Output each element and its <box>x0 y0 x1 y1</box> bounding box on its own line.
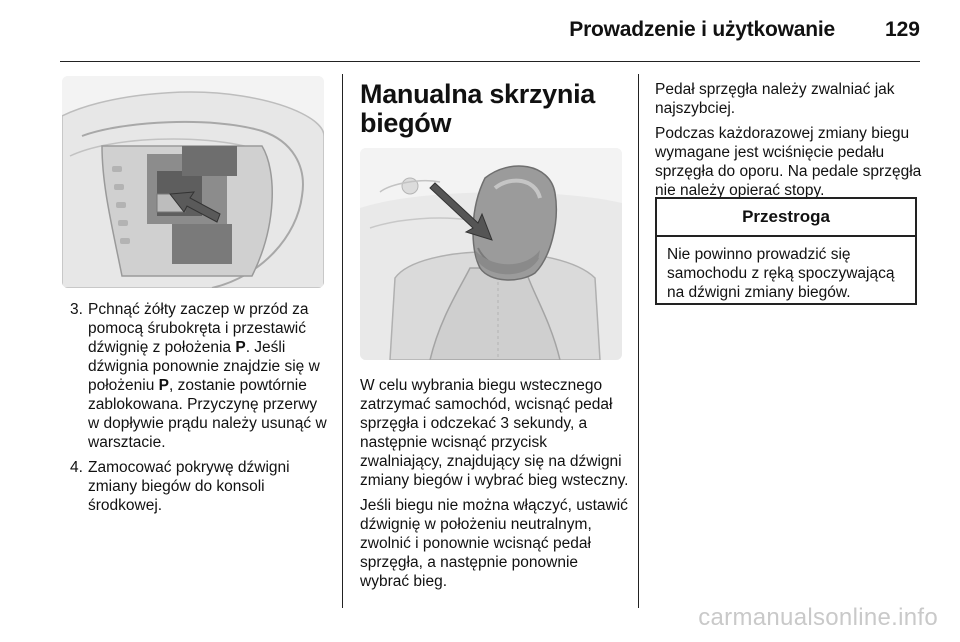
column-divider-left <box>342 74 343 608</box>
middle-column-text <box>360 376 630 597</box>
left-column <box>62 300 332 521</box>
column-divider-right <box>638 74 639 608</box>
step-number: 4. <box>70 459 83 476</box>
caution-text: Nie powinno prowadzić się samochodu z ręką spoczywającą na dźwigni zmiany biegów. <box>667 246 895 301</box>
step-text-end: , zostanie powtórnie zablokowana. Przyczynę przerwy w dopływie prądu należy usunąć w warsztacie. <box>88 377 327 451</box>
position-label-p: P <box>235 339 246 356</box>
gear-knob-illustration <box>360 148 622 360</box>
step-text: Pchnąć żółty zaczep w przód za pomocą śrubokręta i przestawić dźwignię z położenia <box>88 301 309 356</box>
step-number: 3. <box>70 301 83 318</box>
page-header-title: Prowadzenie i użytkowanie <box>569 18 835 41</box>
watermark: carmanualsonline.info <box>698 604 938 631</box>
selector-lever-drawing <box>62 76 324 288</box>
paragraph-gear-not-engaging: Jeśli biegu nie można włączyć, ustawić dźwignię w położeniu neutralnym, zwolnić i ponownie wcisnąć pedał sprzęgła, a następnie ponownie wybrać bieg. <box>360 497 628 590</box>
position-label-p: P <box>158 377 170 394</box>
header-divider <box>60 61 920 62</box>
paragraph-clutch-release: Pedał sprzęgła należy zwalniać jak najszybciej. <box>655 81 895 117</box>
caution-box <box>655 197 917 305</box>
instruction-steps <box>62 300 332 515</box>
section-title: Manualna skrzynia biegów <box>360 79 595 138</box>
right-column-text <box>655 80 923 206</box>
gear-knob-drawing <box>360 148 622 360</box>
paragraph-reverse-gear: W celu wybrania biegu wstecznego zatrzymać samochód, wcisnąć pedał sprzęgła i odczekać 3 sekundy, a następnie wcisnąć przycisk zwalniający, znajdujący się na dźwigni zmiany biegów i wybrać bieg wsteczny. <box>360 377 629 489</box>
caution-title: Przestroga <box>657 199 915 237</box>
page-number: 129 <box>884 18 920 41</box>
selector-lever-illustration <box>62 76 324 288</box>
step-text-mid: . Jeśli dźwignia ponownie znajdzie się w położeniu <box>88 339 320 394</box>
paragraph-clutch-press: Podczas każdorazowej zmiany biegu wymagane jest wciśnięcie pedału sprzęgła do oporu. Na pedale sprzęgła nie należy opierać stopy. <box>655 125 922 199</box>
step-4 <box>62 458 332 515</box>
step-text: Zamocować pokrywę dźwigni zmiany biegów do konsoli środkowej. <box>88 459 290 514</box>
step-3 <box>62 300 332 452</box>
